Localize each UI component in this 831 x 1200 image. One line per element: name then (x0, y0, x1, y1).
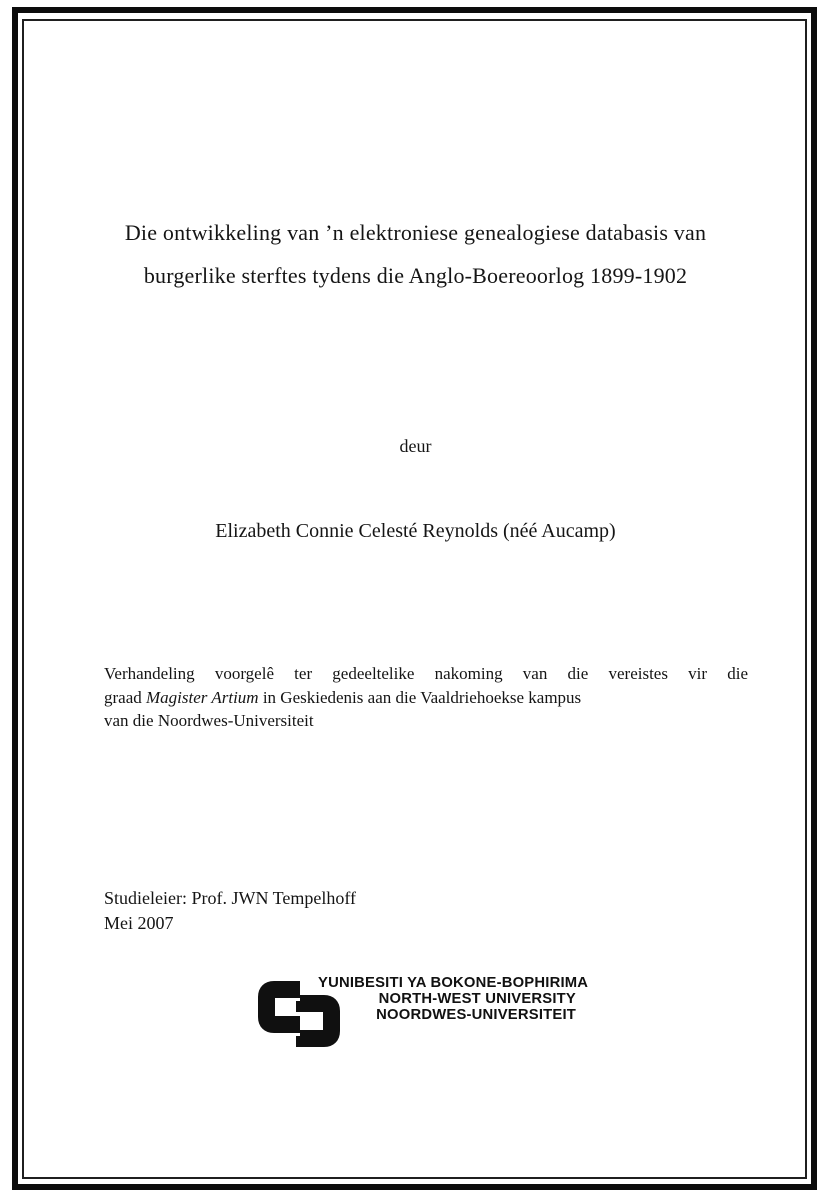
submission-line-3: van die Noordwes-Universiteit (104, 711, 314, 730)
submission-line-2-prefix: graad (104, 687, 147, 707)
author-name: Elizabeth Connie Celesté Reynolds (néé Aucamp) (215, 520, 616, 542)
supervisor-block (104, 886, 356, 936)
submission-statement (104, 662, 748, 733)
nwu-logo (256, 975, 589, 1053)
submission-line-1: Verhandeling voorgelê ter gedeeltelike nakoming van die vereistes vir die (104, 664, 748, 683)
thesis-title-line-1: Die ontwikkeling van ’n elektroniese genealogiese databasis van (124, 220, 707, 245)
logo-line-afrikaans: NOORDWES-UNIVERSITEIT (376, 1006, 576, 1023)
thesis-title (48, 211, 783, 297)
submission-line-2 (104, 686, 748, 710)
supervisor-line: Studieleier: Prof. JWN Tempelhoff (104, 888, 357, 908)
date-line: Mei 2007 (104, 913, 174, 933)
nwu-logo-text (318, 975, 589, 1023)
degree-name: Magister Artium (146, 687, 259, 707)
logo-line-setswana: YUNIBESITI YA BOKONE-BOPHIRIMA (318, 975, 589, 991)
byline-deur: deur (399, 436, 432, 456)
submission-line-2-suffix: in Geskiedenis aan die Vaaldriehoekse kampus (258, 687, 582, 707)
thesis-title-line-2: burgerlike sterftes tydens die Anglo-Boereoorlog 1899-1902 (143, 263, 688, 288)
logo-line-english: NORTH-WEST UNIVERSITY (378, 990, 576, 1007)
